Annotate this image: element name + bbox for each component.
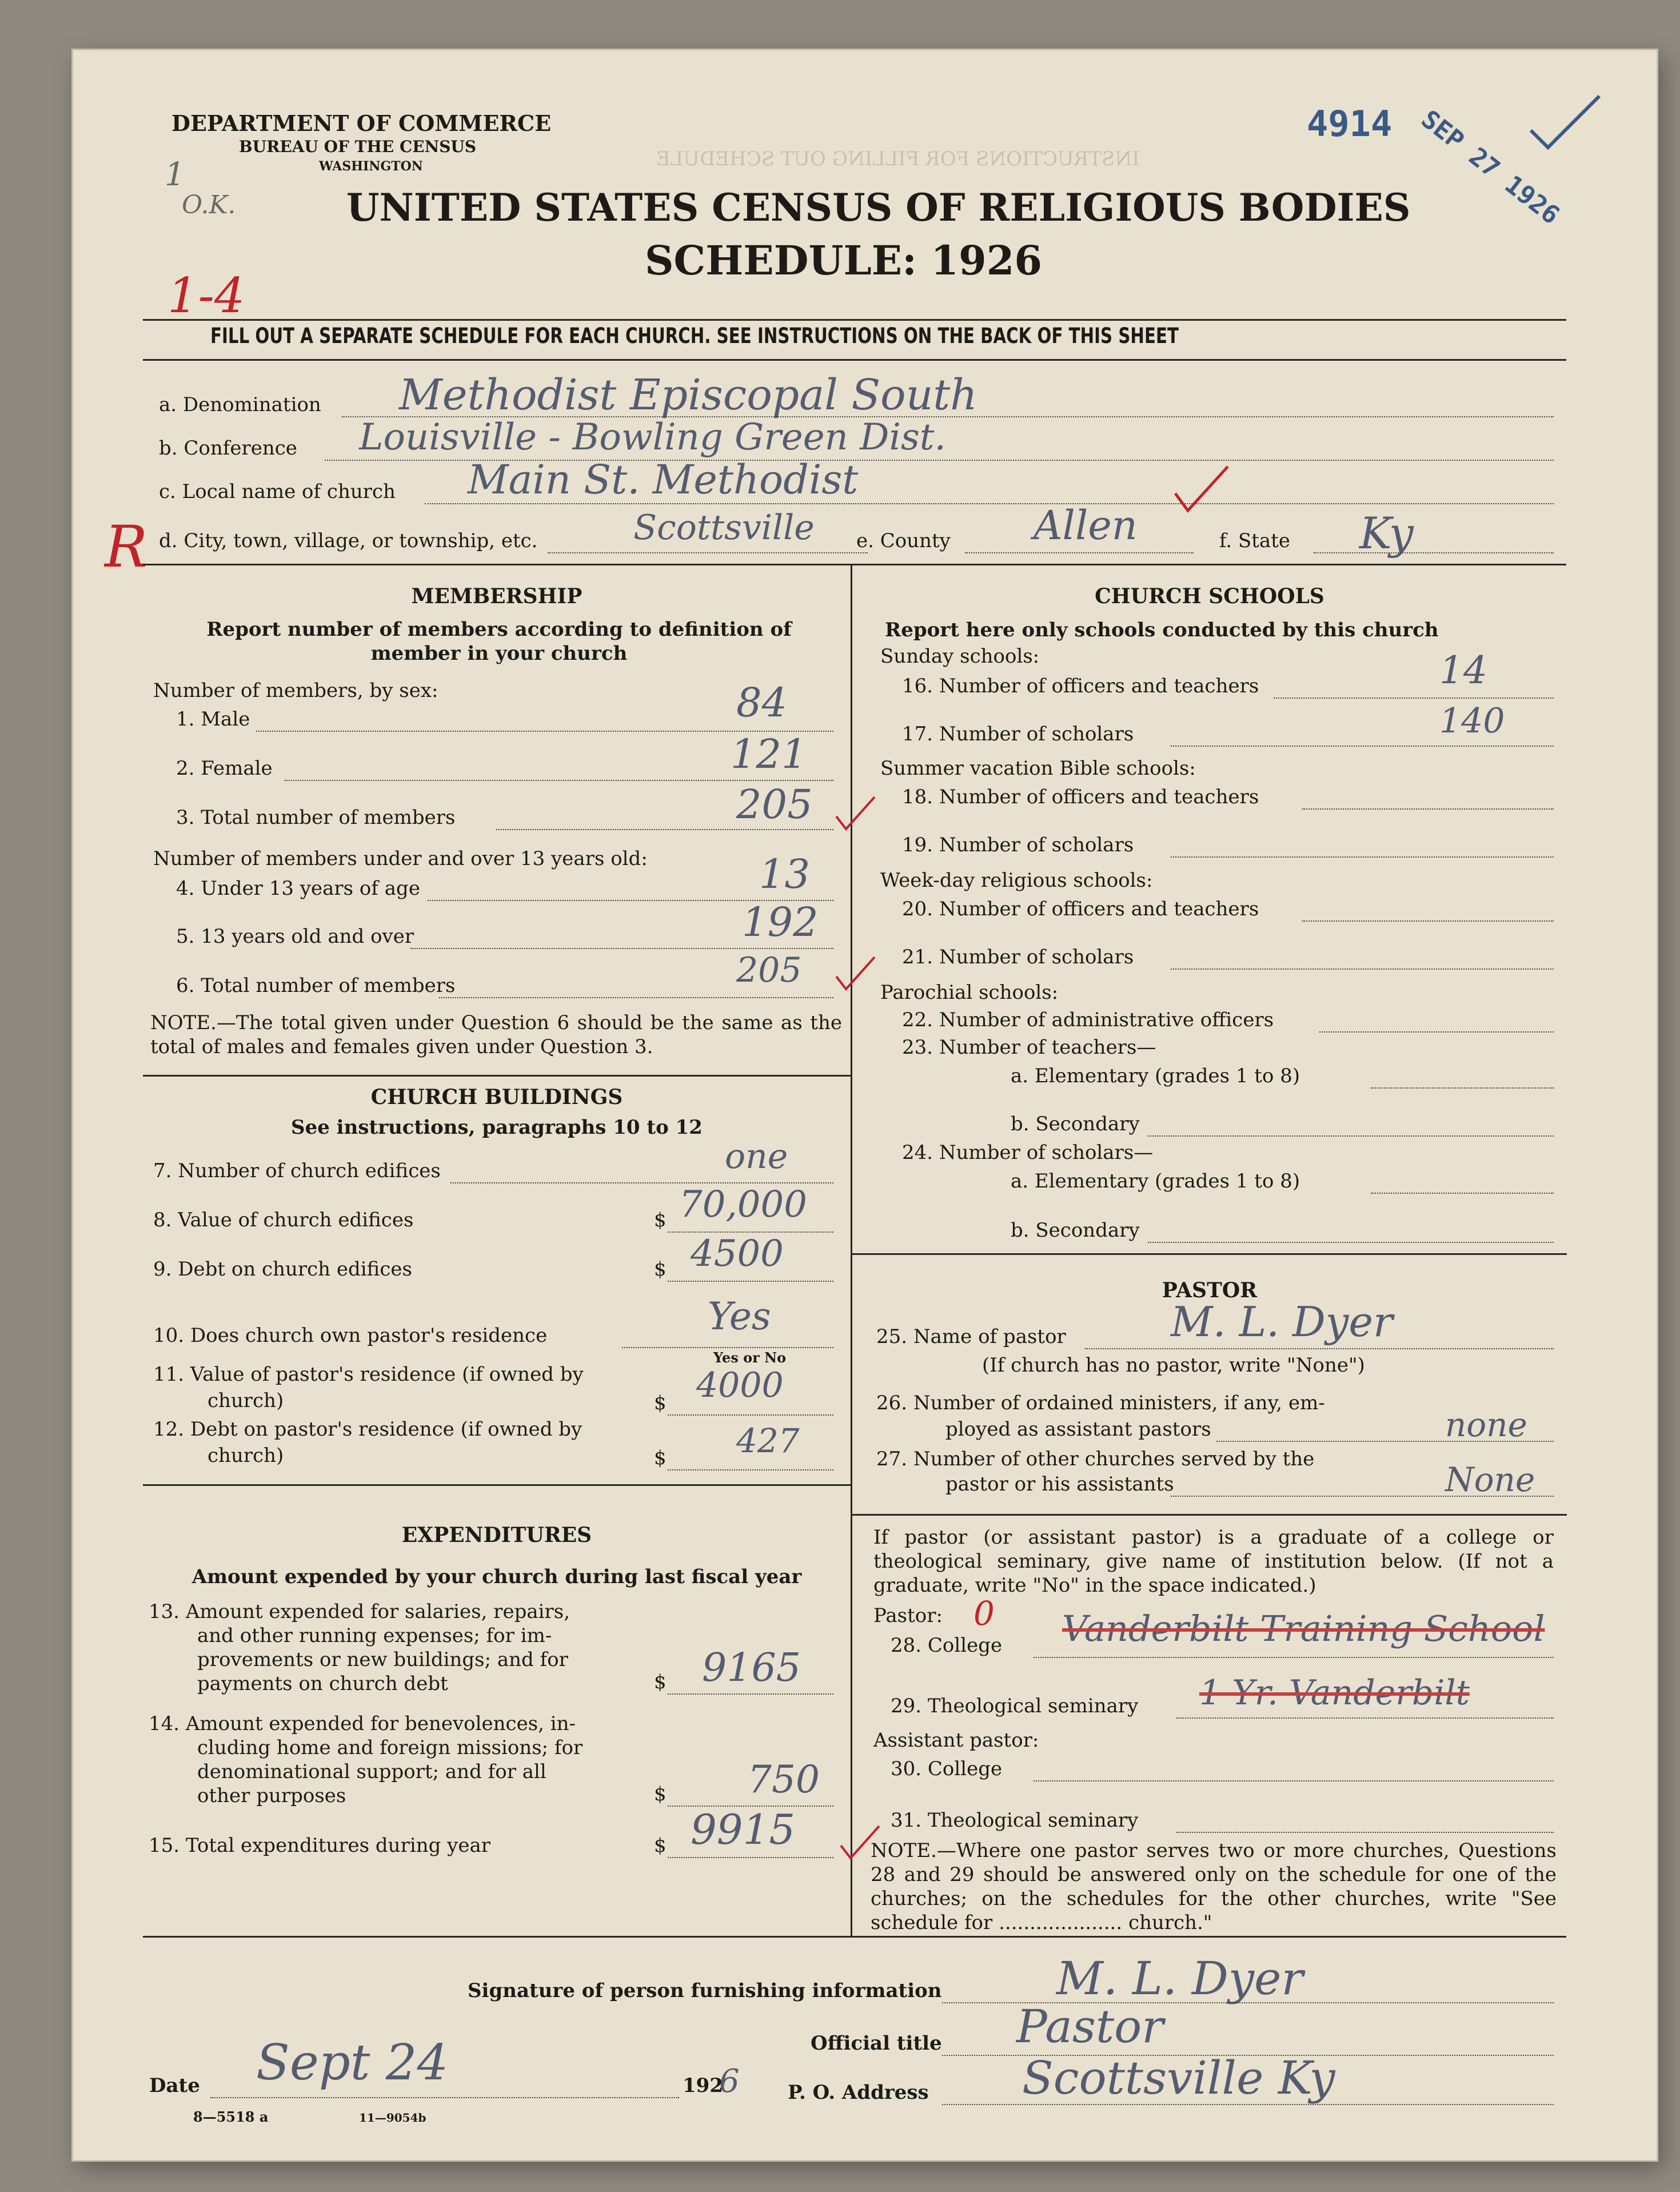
q9-field[interactable]: 4500 <box>691 1233 784 1275</box>
red-check-mark <box>833 794 879 834</box>
official-title-label: Official title <box>811 2032 942 2055</box>
rule <box>852 1514 1567 1516</box>
q25-hint: (If church has no pastor, write "None") <box>982 1354 1365 1377</box>
county-field[interactable]: Allen <box>1033 502 1138 549</box>
q17-field[interactable]: 140 <box>1439 701 1505 741</box>
q30-label: 30. College <box>891 1757 1003 1780</box>
city-label: d. City, town, village, or township, etc. <box>159 529 538 552</box>
schedule-year: SCHEDULE: 1926 <box>645 237 1043 284</box>
members-by-sex-label: Number of members, by sex: <box>153 679 438 702</box>
graduate-note: If pastor (or assistant pastor) is a graduate of a college or theological seminary, give name of institution below. (If not a graduate, write "No" in the space indicated.) <box>873 1526 1554 1597</box>
church-buildings-sub: See instructions, paragraphs 10 to 12 <box>291 1116 703 1139</box>
membership-heading: MEMBERSHIP <box>411 584 582 608</box>
official-title-field[interactable]: Pastor <box>1016 2000 1164 2053</box>
under-13-field[interactable]: 13 <box>759 851 811 898</box>
assistant-education-label: Assistant pastor: <box>873 1729 1039 1752</box>
summer-schools-label: Summer vacation Bible schools: <box>880 757 1196 780</box>
q17-label: 17. Number of scholars <box>902 723 1134 746</box>
form-title: UNITED STATES CENSUS OF RELIGIOUS BODIES <box>346 185 1411 230</box>
red-check-mark <box>1171 462 1234 513</box>
local-name-label: c. Local name of church <box>159 480 396 503</box>
rule <box>143 359 1566 361</box>
expenditures-heading: EXPENDITURES <box>401 1523 592 1547</box>
weekday-schools-label: Week-day religious schools: <box>880 869 1153 892</box>
q18-label: 18. Number of officers and teachers <box>902 786 1259 808</box>
bureau-name: BUREAU OF THE CENSUS <box>239 137 477 156</box>
church-schools-heading: CHURCH SCHOOLS <box>1095 584 1324 608</box>
q24b-label: b. Secondary <box>1011 1219 1140 1242</box>
rule <box>143 564 1566 565</box>
q7-field[interactable]: one <box>725 1137 788 1177</box>
rule <box>143 1075 851 1077</box>
year-field[interactable]: 6 <box>719 2063 740 2100</box>
received-date-stamp: SEP 27 1926 <box>1415 105 1565 230</box>
under-13-label: 4. Under 13 years of age <box>176 877 420 900</box>
date-field[interactable]: Sept 24 <box>256 2034 449 2091</box>
q10-hint: Yes or No <box>713 1349 787 1366</box>
q8-field[interactable]: 70,000 <box>679 1183 807 1226</box>
female-label: 2. Female <box>176 757 273 780</box>
year-prefix: 192 <box>683 2074 723 2097</box>
q16-label: 16. Number of officers and teachers <box>902 675 1259 698</box>
q11-label: 11. Value of pastor's residence (if owned by <box>153 1363 584 1386</box>
q13-field[interactable]: 9165 <box>702 1645 801 1691</box>
total-members-2-label: 6. Total number of members <box>176 974 456 997</box>
q10-label: 10. Does church own pastor's residence <box>153 1324 548 1347</box>
q26-field[interactable]: none <box>1445 1405 1527 1444</box>
q12-field[interactable]: 427 <box>736 1421 800 1460</box>
male-label: 1. Male <box>176 708 250 731</box>
department-name: DEPARTMENT OF COMMERCE <box>171 110 552 136</box>
signature-field[interactable]: M. L. Dyer <box>1056 1952 1303 2005</box>
expenditures-sub: Amount expended by your church during last fiscal year <box>191 1565 802 1588</box>
sunday-schools-label: Sunday schools: <box>880 645 1040 668</box>
q11-field[interactable]: 4000 <box>696 1365 784 1405</box>
rule <box>143 1484 851 1486</box>
total-members-2-field[interactable]: 205 <box>736 950 802 990</box>
q31-field[interactable] <box>1176 1832 1554 1833</box>
state-field[interactable]: Ky <box>1359 508 1414 559</box>
membership-note: NOTE.—The total given under Question 6 should be the same as the total of males and females given under Question 3. <box>150 1011 842 1058</box>
q27-field[interactable]: None <box>1445 1460 1535 1499</box>
q15-label: 15. Total expenditures during year <box>149 1834 491 1857</box>
city-field[interactable]: Scottsville <box>633 508 815 548</box>
po-address-label: P. O. Address <box>788 2081 929 2104</box>
q15-dollar: $ <box>654 1834 667 1857</box>
bureau-city: WASHINGTON <box>319 159 423 174</box>
total-members-field[interactable]: 205 <box>736 781 813 828</box>
state-label: f. State <box>1219 529 1290 552</box>
conference-label: b. Conference <box>159 437 297 460</box>
q29-label: 29. Theological seminary <box>891 1695 1139 1717</box>
rule <box>143 319 1566 321</box>
q27-label: 27. Number of other churches served by the <box>876 1448 1315 1470</box>
conference-field[interactable]: Louisville - Bowling Green Dist. <box>359 416 946 459</box>
q30-field[interactable] <box>1033 1780 1554 1782</box>
q24a-label: a. Elementary (grades 1 to 8) <box>1011 1170 1300 1193</box>
po-address-field[interactable]: Scottsville Ky <box>1022 2051 1335 2105</box>
q24-label: 24. Number of scholars— <box>902 1141 1154 1164</box>
q25-field[interactable]: M. L. Dyer <box>1171 1298 1393 1346</box>
over-13-field[interactable]: 192 <box>742 899 819 946</box>
signature-label: Signature of person furnishing information <box>468 1979 942 2002</box>
county-label: e. County <box>856 529 951 552</box>
red-check-mark <box>833 954 879 994</box>
q7-label: 7. Number of church edifices <box>153 1159 441 1182</box>
q14-dollar: $ <box>654 1783 667 1806</box>
stamp-serial-number: 4914 <box>1307 103 1392 145</box>
church-schools-sub: Report here only schools conducted by this church <box>885 619 1439 641</box>
red-mark-zero: 0 <box>973 1594 995 1633</box>
q10-field[interactable]: Yes <box>708 1294 771 1338</box>
q14-field[interactable]: 750 <box>748 1757 820 1802</box>
q12-label-cont: church) <box>207 1444 284 1467</box>
rule <box>852 1253 1567 1255</box>
pastor-education-label: Pastor: <box>873 1604 943 1627</box>
q14-label: 14. Amount expended for benevolences, in- cluding home and foreign missions; for denominational support; and for all other purposes <box>149 1712 583 1807</box>
q23a-label: a. Elementary (grades 1 to 8) <box>1011 1065 1300 1087</box>
q19-label: 19. Number of scholars <box>902 834 1134 856</box>
q9-label: 9. Debt on church edifices <box>153 1258 412 1281</box>
census-schedule-sheet <box>73 50 1657 2160</box>
age-groups-label: Number of members under and over 13 years old: <box>153 847 648 870</box>
q21-label: 21. Number of scholars <box>902 946 1134 969</box>
q22-label: 22. Number of administrative officers <box>902 1009 1274 1031</box>
total-members-label: 3. Total number of members <box>176 806 456 829</box>
instruction-bar: FILL OUT A SEPARATE SCHEDULE FOR EACH CHURCH. SEE INSTRUCTIONS ON THE BACK OF THIS SHEET <box>210 324 1179 348</box>
column-divider <box>851 564 852 1936</box>
q24b-field[interactable] <box>1148 1242 1554 1243</box>
q12-label: 12. Debt on pastor's residence (if owned by <box>153 1418 582 1441</box>
show-through-heading: INSTRUCTIONS FOR FILLING OUT SCHEDULE <box>656 148 1140 170</box>
local-name-field[interactable]: Main St. Methodist <box>468 456 859 503</box>
q26-label: 26. Number of ordained ministers, if any, em- <box>876 1392 1325 1414</box>
date-label: Date <box>149 2074 200 2097</box>
q8-label: 8. Value of church edifices <box>153 1209 414 1231</box>
membership-intro: Report number of members according to definition of member in your church <box>206 618 792 665</box>
pastor-note: NOTE.—Where one pastor serves two or more churches, Questions 28 and 29 should be answered only on the schedule for one of the churches; on the schedules for the other churches, write "See schedule for .................... church." <box>871 1839 1557 1934</box>
rule <box>143 1936 1566 1938</box>
male-field[interactable]: 84 <box>736 679 788 726</box>
q19-field[interactable] <box>1171 856 1554 858</box>
q24a-field[interactable] <box>1371 1193 1554 1194</box>
over-13-label: 5. 13 years old and over <box>176 925 414 948</box>
mark-ok: O.K. <box>182 190 236 220</box>
q12-dollar: $ <box>654 1446 667 1469</box>
q29-field[interactable]: 1 Yr. Vanderbilt <box>1199 1673 1470 1713</box>
q28-label: 28. College <box>891 1634 1003 1657</box>
q23a-field[interactable] <box>1371 1087 1554 1089</box>
q28-field[interactable]: Vanderbilt Training School <box>1062 1608 1545 1649</box>
red-mark-range: 1-4 <box>167 268 245 324</box>
blue-check-mark <box>1525 90 1605 153</box>
denomination-label: a. Denomination <box>159 393 321 416</box>
mark-circled-one: 1 <box>165 156 185 193</box>
q21-field[interactable] <box>1171 969 1554 970</box>
q23b-label: b. Secondary <box>1011 1113 1140 1135</box>
q18-field[interactable] <box>1302 808 1554 810</box>
q11-dollar: $ <box>654 1392 667 1414</box>
q16-field[interactable]: 14 <box>1439 648 1487 692</box>
q13-dollar: $ <box>654 1671 667 1693</box>
q23-label: 23. Number of teachers— <box>902 1036 1156 1059</box>
church-buildings-heading: CHURCH BUILDINGS <box>370 1085 623 1109</box>
print-code: 11—9054b <box>359 2111 426 2125</box>
q9-dollar: $ <box>654 1258 667 1281</box>
q8-dollar: $ <box>654 1209 667 1231</box>
red-mark-r: R <box>105 513 148 580</box>
q13-label: 13. Amount expended for salaries, repairs, and other running expenses; for im- provements or new buildings; and for payments on church debt <box>149 1600 570 1695</box>
q31-label: 31. Theological seminary <box>891 1809 1139 1832</box>
q25-label: 25. Name of pastor <box>876 1325 1066 1348</box>
q26-label-cont: ployed as assistant pastors <box>945 1418 1211 1441</box>
q20-field[interactable] <box>1302 920 1554 922</box>
q22-field[interactable] <box>1319 1031 1554 1033</box>
q20-label: 20. Number of officers and teachers <box>902 898 1259 920</box>
form-code: 8—5518 a <box>193 2109 269 2125</box>
parochial-schools-label: Parochial schools: <box>880 981 1059 1004</box>
q15-field[interactable]: 9915 <box>691 1806 796 1854</box>
female-field[interactable]: 121 <box>731 731 807 778</box>
pastor-heading: PASTOR <box>1162 1278 1258 1302</box>
q27-label-cont: pastor or his assistants <box>945 1473 1174 1496</box>
q23b-field[interactable] <box>1148 1135 1554 1137</box>
denomination-field[interactable]: Methodist Episcopal South <box>399 370 977 420</box>
q11-label-cont: church) <box>207 1389 284 1412</box>
